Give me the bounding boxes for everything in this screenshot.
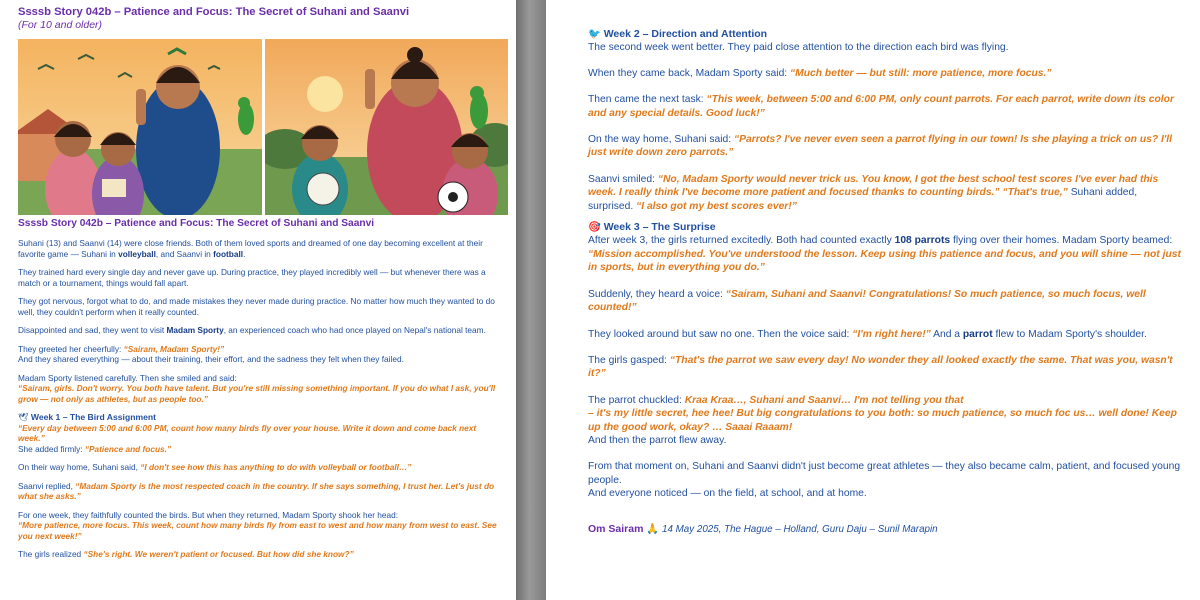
paragraph-ending: From that moment on, Suhani and Saanvi didn't just become great athletes — they also became calm, patient, and focused young people. And everyone noticed — on the field, at school, and at home. — [588, 461, 1181, 500]
week1-heading: Week 1 – The Bird Assignment — [30, 412, 156, 422]
section-week2: 🐦 Week 2 – Direction and Attention The second week went better. They paid close attention to the direction each bird was flying. — [588, 28, 1009, 54]
paragraph-greeting: They greeted her cheerfully: “Sairam, Madam Sporty!” And they shared everything — about their training, their effort, and the sadness they felt when they failed. — [18, 343, 404, 364]
paragraph-coach-reply: Madam Sporty listened carefully. Then she smiled and said: “Sairam, girls. Don't worry. You both have talent. But you're still missing something important. If you do what I ask, you'll grow — not only as athletes, but as people too.” — [18, 372, 496, 404]
paragraph-girls-gasped: The girls gasped: “That's the parrot we saw every day! No wonder they all looked exactly the same. That was you, wasn't it?” — [588, 354, 1173, 380]
paragraph-suhani-doubt: On their way home, Suhani said, “I don't see how this has anything to do with volleyball or football…” — [18, 462, 412, 472]
story-subtitle: (For 10 and older) — [18, 19, 103, 31]
signature-name: Om Sairam — [588, 522, 644, 535]
illustration-panel-left — [18, 39, 262, 215]
illustration-panel-right — [265, 39, 508, 215]
paragraph-nervous: They got nervous, forgot what to do, and made mistakes they never made during practice. No matter how much they wanted to do well, they couldn't perform when it really counted. — [18, 296, 495, 317]
signature — [588, 523, 1182, 536]
section-week3: 🎯 Week 3 – The Surprise After week 3, the girls returned excitedly. Both had counted exactly 108 parrots flying over their homes. Madam Sporty beamed: “Mission accomplished. You've understood the lesson. Keep using this patience and focus, and you will shine — not just in sports, but in everything you do.” — [588, 221, 1181, 274]
paragraph-parrots-doubt: On the way home, Suhani said: “Parrots? I've never even seen a parrot flying in our town! Is she playing a trick on us? I'll just write down zero parrots.” — [588, 134, 1173, 159]
paragraph-parrot-appears: They looked around but saw no one. Then the voice said: “I'm right here!” And a parrot flew to Madam Sporty's shoulder. — [588, 328, 1147, 340]
paragraph-voice: Suddenly, they heard a voice: “Sairam, Suhani and Saanvi! Congratulations! So much patience, so much focus, well counted!” — [588, 288, 1146, 314]
story-illustration — [18, 39, 508, 215]
paragraph-intro: Suhani (13) and Saanvi (14) were close friends. Both of them loved sports and dreamed of one day becoming excellent at their favorite game — Suhani in volleyball, and Saanvi in football. — [18, 238, 483, 259]
paragraph-first-week: For one week, they faithfully counted the birds. But when they returned, Madam Sporty shook her head: “More patience, more focus. This week, count how many birds fly from east to west and how many from west to east. See you next week!” — [18, 509, 497, 541]
section-week1: 🕊 Week 1 – The Bird Assignment “Every day between 5:00 and 6:00 PM, count how many birds fly over your house. Write it down and come back next week.” She added firmly: “Patience and focus.” — [18, 412, 477, 454]
week2-heading: Week 2 – Direction and Attention — [603, 28, 768, 40]
paragraph-saanvi-reply: Saanvi replied, “Madam Sporty is the most respected coach in the country. If she says something, I trust her. Let's just do what she asks.” — [18, 480, 495, 501]
paragraph-parrot-chuckled: The parrot chuckled: Kraa Kraa…, Suhani and Saanvi… I'm not telling you that – it's my little secret, hee hee! But big congratulations to you both: so much patience, so much foc us… well done! Keep up the good work, okay? … Saaai Raaam! And then the parrot flew away. — [588, 394, 1177, 446]
right-page — [546, 0, 1200, 600]
paragraph-training: They trained hard every single day and never gave up. During practice, they played incredibly well — but whenever there was a match or a tournament, things would fall apart. — [18, 267, 486, 288]
bird-icon: 🐦 — [588, 29, 601, 40]
story-title: Ssssb Story 042b – Patience and Focus: The Secret of Suhani and Saanvi — [18, 6, 410, 18]
signature-date: 14 May 2025, The Hague – Holland, Guru Daju – Sunil Marapin — [662, 523, 938, 535]
paragraph-next-task: Then came the next task: “This week, between 5:00 and 6:00 PM, only count parrots. For each parrot, write down its color and any special details. Good luck!” — [588, 94, 1174, 119]
paragraph-much-better: When they came back, Madam Sporty said: “Much better — but still: more patience, more focus.” — [588, 67, 1052, 79]
left-page — [0, 0, 516, 600]
book-gutter — [516, 0, 546, 600]
paragraph-realized: The girls realized “She's right. We weren't patient or focused. But how did she know?” — [18, 549, 354, 559]
story-caption-title: Ssssb Story 042b – Patience and Focus: The Secret of Suhani and Saanvi — [18, 218, 375, 229]
dove-icon: 🕊 — [18, 412, 29, 422]
paragraph-visit: Disappointed and sad, they went to visit Madam Sporty, an experienced coach who had once played on Nepal's national team. — [18, 325, 486, 335]
folded-hands-icon: 🙏 — [646, 523, 660, 535]
week3-heading: Week 3 – The Surprise — [603, 221, 716, 234]
target-icon: 🎯 — [588, 222, 601, 234]
paragraph-saanvi-smiled: Saanvi smiled: “No, Madam Sporty would never trick us. You know, I got the best school test scores I've ever had this week. I really think I've become more patient and focused thanks to counting birds.” “That's true,” Suhani added, surprised. “I also got my best scores ever!” — [588, 173, 1159, 212]
